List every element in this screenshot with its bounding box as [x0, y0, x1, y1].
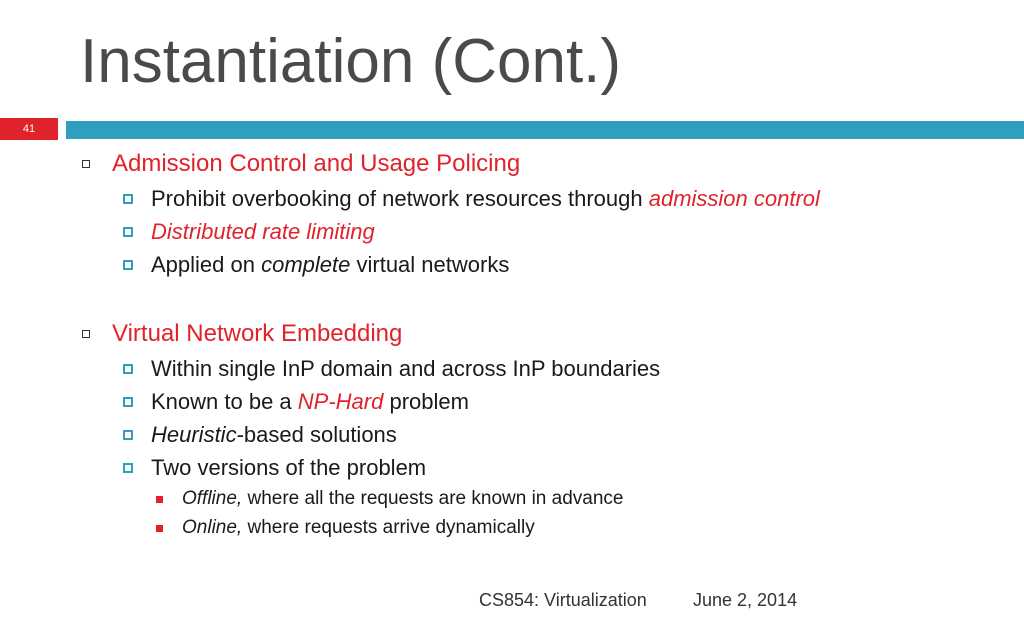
sub-bullet-complete-networks [123, 252, 509, 278]
bullet-admission-control [82, 150, 520, 178]
bullet-text: Virtual Network Embedding [112, 320, 403, 347]
slide-number: 41 [0, 118, 58, 140]
sub-bullet-heuristic [123, 422, 397, 448]
square-bullet-icon [123, 364, 133, 374]
footer-date: June 2, 2014 [693, 590, 798, 610]
bullet-text: Applied on [151, 252, 262, 277]
emphasis-text: complete [261, 252, 351, 277]
hollow-square-bullet-icon [82, 330, 90, 338]
sub-sub-bullet-offline [156, 488, 623, 510]
square-bullet-icon [123, 227, 133, 237]
sub-bullet-inp-domain [123, 356, 660, 382]
emphasis-text: NP-Hard [297, 389, 384, 414]
emphasis-text: Heuristic [151, 422, 237, 447]
title-accent-bar [66, 121, 1024, 139]
emphasis-text: Offline, [182, 488, 243, 509]
square-bullet-icon [123, 463, 133, 473]
emphasis-text: Distributed rate limiting [151, 219, 375, 244]
bullet-text: where all the requests are known in advance [242, 488, 624, 509]
square-bullet-icon [123, 397, 133, 407]
bullet-text: Prohibit overbooking of network resources through [151, 186, 649, 211]
bullet-text: Admission Control and Usage Policing [112, 150, 521, 177]
square-bullet-icon [123, 430, 133, 440]
bullet-virtual-network-embedding [82, 320, 402, 348]
bullet-text: Within single InP domain and across InP boundaries [151, 356, 661, 381]
sub-bullet-two-versions [123, 455, 426, 481]
footer-course: CS854: Virtualization [479, 590, 647, 610]
sub-bullet-overbooking [123, 186, 820, 212]
bullet-text: virtual networks [350, 252, 510, 277]
sub-sub-bullet-online [156, 517, 535, 539]
bullet-text: Known to be a [151, 389, 298, 414]
hollow-square-bullet-icon [82, 160, 90, 168]
square-bullet-icon [123, 260, 133, 270]
filled-square-bullet-icon [156, 496, 163, 503]
emphasis-text: Online, [182, 517, 243, 538]
bullet-text: problem [383, 389, 469, 414]
slide-title: Instantiation (Cont.) [80, 27, 622, 96]
bullet-text: where requests arrive dynamically [242, 517, 535, 538]
bullet-text: Two versions of the problem [151, 455, 427, 480]
emphasis-text: admission control [648, 186, 820, 211]
sub-bullet-rate-limiting [123, 219, 375, 245]
bullet-text: -based solutions [236, 422, 397, 447]
sub-bullet-np-hard [123, 389, 469, 415]
square-bullet-icon [123, 194, 133, 204]
filled-square-bullet-icon [156, 525, 163, 532]
